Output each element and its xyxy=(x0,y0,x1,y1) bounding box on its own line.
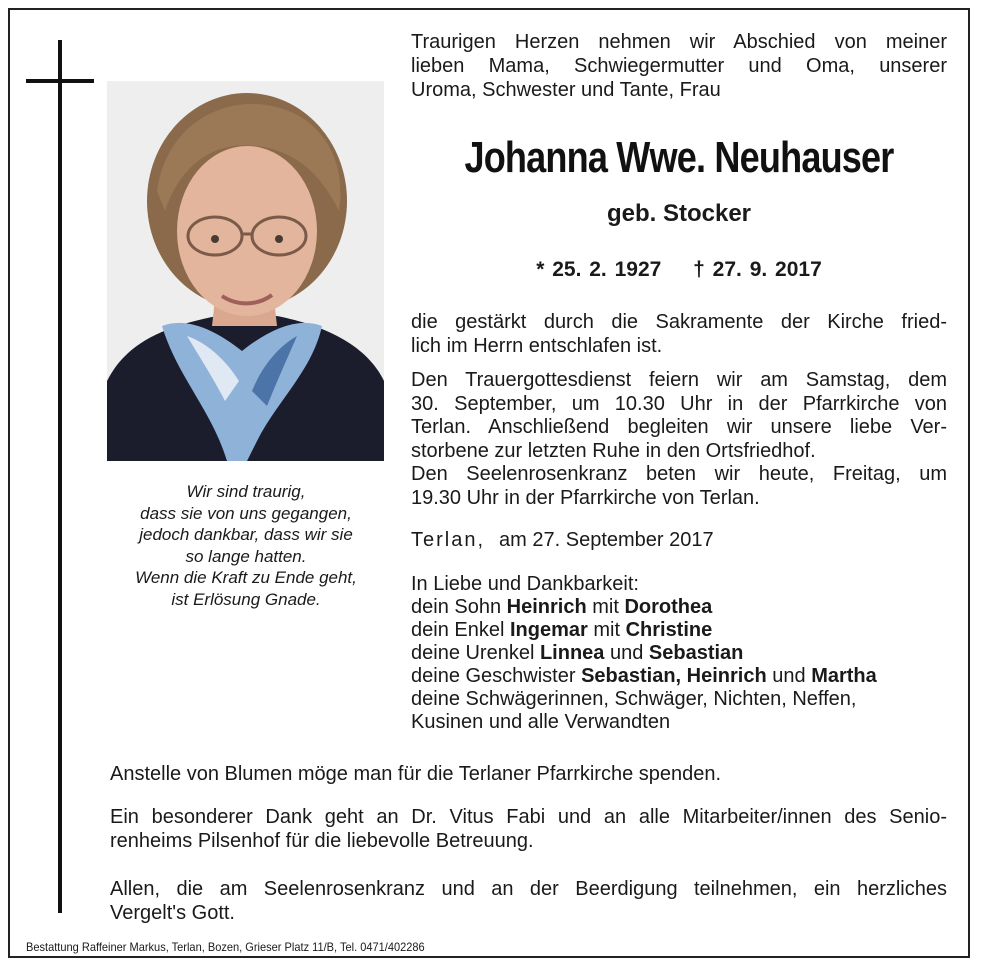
thanks-line: renheims Pilsenhof für die liebevolle Betreuung. xyxy=(110,830,534,852)
paragraph-line: die gestärkt durch die Sakramente der Kirche fried- xyxy=(411,311,947,333)
life-dates xyxy=(411,258,947,282)
family-line: dein Sohn Heinrich mit Dorothea xyxy=(411,596,713,618)
paragraph-line: Terlan. Anschließend begleiten wir unsere liebe Ver- xyxy=(411,416,947,438)
paragraph-line: 30. September, um 10.30 Uhr in der Pfarrkirche von xyxy=(411,392,947,415)
thanks-line: Ein besonderer Dank geht an Dr. Vitus Fabi und an alle Mitarbeiter/innen des Senio- xyxy=(110,806,947,828)
family-list xyxy=(411,573,947,734)
family-line: dein Enkel Ingemar mit Christine xyxy=(411,619,713,641)
vergelts-line: Allen, die am Seelenrosenkranz und an der Beerdigung teilnehmen, ein herzliches xyxy=(110,878,947,900)
intro-line: Uroma, Schwester und Tante, Frau xyxy=(411,79,721,101)
paragraph-line: Den Trauergottesdienst feiern wir am Samstag, dem xyxy=(411,369,947,391)
intro-line: Traurigen Herzen nehmen wir Abschied von meiner xyxy=(411,31,947,53)
poem-line: dass sie von uns gegangen, xyxy=(140,503,352,523)
poem-line: Wir sind traurig, xyxy=(186,482,306,501)
maiden-name: geb. Stocker xyxy=(606,200,752,227)
place-name: Terlan, xyxy=(411,529,486,551)
poem-line: jedoch dankbar, dass wir sie xyxy=(139,525,353,544)
flowers-note xyxy=(110,762,947,786)
family-intro: In Liebe und Dankbarkeit: xyxy=(411,573,639,595)
poem-line: ist Erlösung Gnade. xyxy=(171,589,321,609)
family-line: deine Urenkel Linnea und Sebastian xyxy=(411,642,744,664)
family-line: Kusinen und alle Verwandten xyxy=(411,711,671,733)
birth-date: * 25. 2. 1927 xyxy=(536,258,662,281)
portrait-photo xyxy=(107,81,384,461)
sacrament-paragraph xyxy=(411,311,947,358)
poem xyxy=(100,481,392,610)
notice-date: am 27. September 2017 xyxy=(499,529,714,551)
poem-line: so lange hatten. xyxy=(185,546,307,566)
cross-icon xyxy=(58,40,62,913)
cross-icon-bar xyxy=(26,79,94,83)
paragraph-line: lich im Herrn entschlafen ist. xyxy=(411,334,663,357)
family-line: deine Schwägerinnen, Schwäger, Nichten, Neffen, xyxy=(411,688,857,710)
flowers-line: Anstelle von Blumen möge man für die Terlaner Pfarrkirche spenden. xyxy=(110,763,722,785)
paragraph-line: storbene zur letzten Ruhe in den Ortsfriedhof. xyxy=(411,439,816,462)
paragraph-line: 19.30 Uhr in der Pfarrkirche von Terlan. xyxy=(411,486,760,509)
intro-text xyxy=(411,30,947,102)
family-line: deine Geschwister Sebastian, Heinrich und Martha xyxy=(411,665,877,687)
vergelts-gott-paragraph xyxy=(110,877,947,925)
thanks-paragraph xyxy=(110,805,947,853)
funeral-home-footer: Bestattung Raffeiner Markus, Terlan, Bozen, Grieser Platz 11/B, Tel. 0471/402286 xyxy=(26,940,425,954)
death-date: † 27. 9. 2017 xyxy=(693,258,822,281)
vergelts-line: Vergelt's Gott. xyxy=(110,902,235,924)
poem-line: Wenn die Kraft zu Ende geht, xyxy=(135,568,357,587)
deceased-name: Johanna Wwe. Neuhauser xyxy=(464,133,894,182)
paragraph-line: Den Seelenrosenkranz beten wir heute, Freitag, um xyxy=(411,463,947,485)
service-paragraph xyxy=(411,369,947,510)
place-date xyxy=(411,529,947,552)
intro-line: lieben Mama, Schwiegermutter und Oma, unserer xyxy=(411,55,947,77)
